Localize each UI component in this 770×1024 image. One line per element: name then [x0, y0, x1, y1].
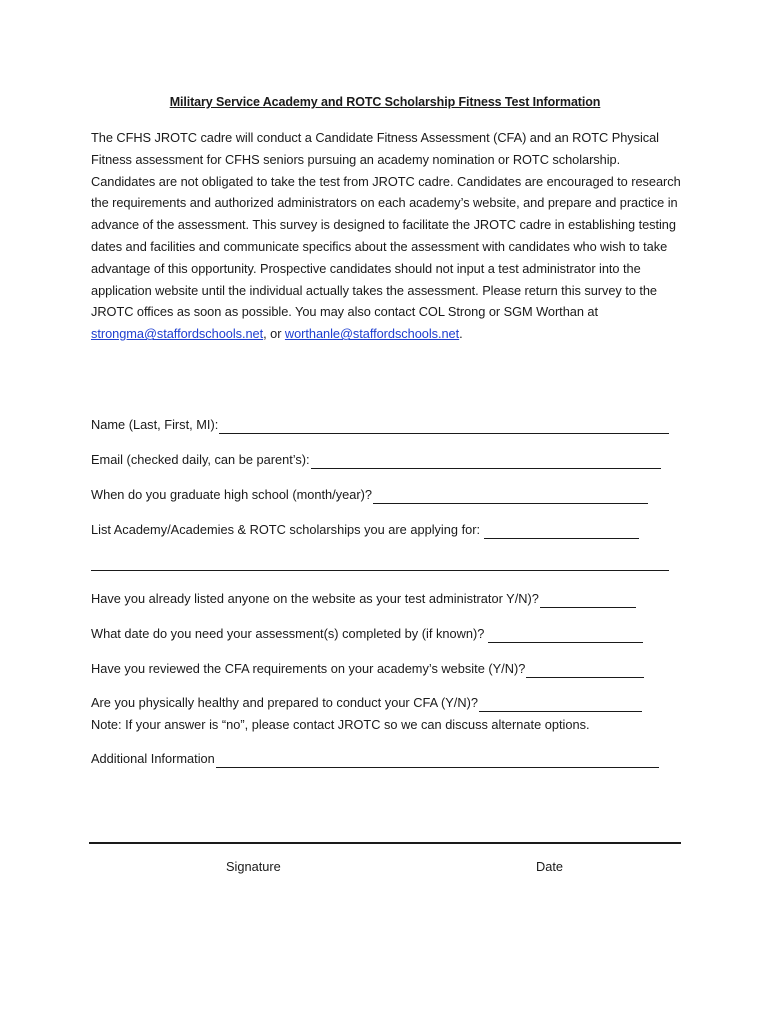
academies-field[interactable]	[484, 525, 639, 539]
graduate-label: When do you graduate high school (month/year)?	[91, 487, 372, 502]
date-label: Date	[536, 859, 564, 874]
signature-line[interactable]	[89, 842, 681, 844]
email-row	[91, 451, 661, 469]
intro-separator: , or	[263, 326, 285, 342]
reviewed-cfa-field[interactable]	[526, 664, 644, 678]
page-title: Military Service Academy and ROTC Scholarship Fitness Test Information	[169, 95, 601, 109]
email-link-strong[interactable]: strongma@staffordschools.net	[91, 326, 264, 342]
name-label: Name (Last, First, MI):	[91, 417, 219, 432]
intro-end: .	[459, 326, 463, 342]
signature-label: Signature	[226, 859, 281, 874]
listed-admin-row	[91, 590, 636, 608]
academies-row	[91, 521, 639, 539]
assessment-date-row	[91, 625, 643, 643]
academies-field-continued[interactable]	[91, 570, 669, 571]
listed-admin-label: Have you already listed anyone on the website as your test administrator Y/N)?	[91, 591, 539, 606]
email-label: Email (checked daily, can be parent’s):	[91, 452, 310, 467]
intro-paragraph	[91, 127, 681, 345]
reviewed-cfa-label: Have you reviewed the CFA requirements on your academy’s website (Y/N)?	[91, 661, 526, 676]
cfa-note: Note: If your answer is “no”, please contact JROTC so we can discuss alternate options.	[91, 717, 590, 732]
academies-label: List Academy/Academies & ROTC scholarships you are applying for:	[91, 522, 481, 537]
name-field[interactable]	[219, 420, 669, 434]
listed-admin-field[interactable]	[540, 594, 636, 608]
healthy-label: Are you physically healthy and prepared to conduct your CFA (Y/N)?	[91, 695, 478, 710]
intro-text: The CFHS JROTC cadre will conduct a Candidate Fitness Assessment (CFA) and an ROTC Physical Fitness assessment for CFHS seniors pursuing an academy nomination or ROTC scholarship. Candidates are not obligated to take the test from JROTC cadre. Candidates are encouraged to research the requirements and authorized administrators on each academy’s website, and prepare and practice in advance of the assessment. This survey is designed to facilitate the JROTC cadre in establishing testing dates and facilities and communicate specifics about the assessment with candidates who wish to take advantage of this opportunity. Prospective candidates should not input a test administrator into the application website until the individual actually takes the assessment. Please return this survey to the JROTC offices as soon as possible. You may also contact COL Strong or SGM Worthan at	[91, 130, 681, 320]
additional-row	[91, 750, 659, 768]
email-field[interactable]	[311, 455, 661, 469]
graduate-row	[91, 486, 648, 504]
additional-label: Additional Information	[91, 751, 215, 766]
email-link-worthan[interactable]: worthanle@staffordschools.net	[284, 326, 460, 342]
name-row	[91, 416, 669, 434]
graduate-field[interactable]	[373, 490, 648, 504]
assessment-date-label: What date do you need your assessment(s) completed by (if known)?	[91, 626, 485, 641]
additional-field[interactable]	[216, 754, 659, 768]
healthy-row	[91, 694, 642, 712]
healthy-field[interactable]	[479, 698, 642, 712]
reviewed-cfa-row	[91, 660, 644, 678]
assessment-date-field[interactable]	[488, 629, 643, 643]
